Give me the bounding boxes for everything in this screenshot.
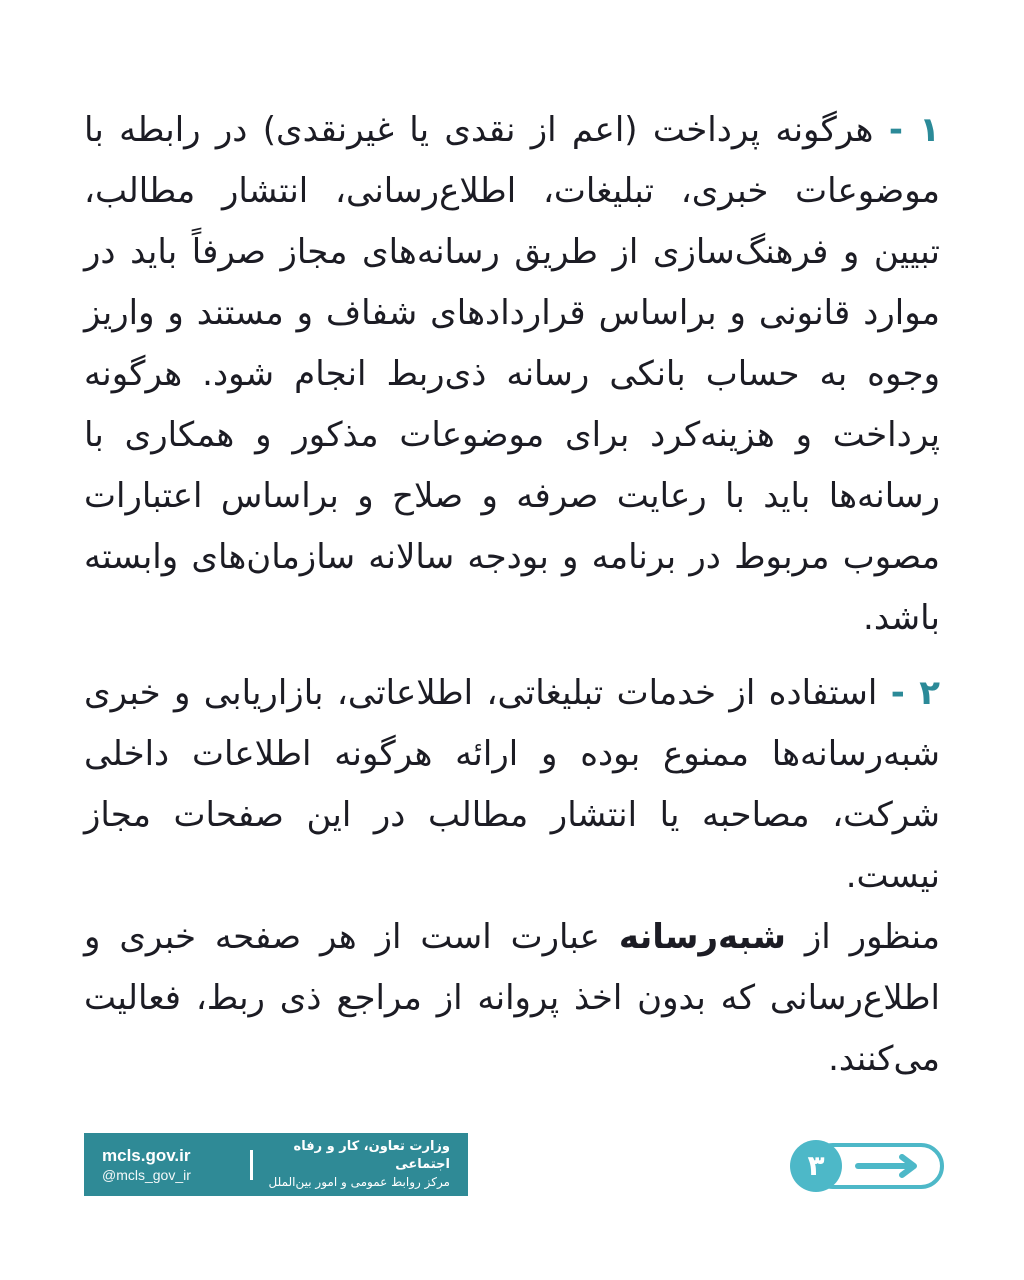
- page-number-badge: ۳: [790, 1140, 842, 1192]
- clause-2: [84, 663, 940, 907]
- footer-divider: [250, 1150, 253, 1180]
- ministry-name: وزارت تعاون، کار و رفاه اجتماعی: [293, 1139, 450, 1172]
- social-handle[interactable]: @mcls_gov_ir: [102, 1166, 191, 1183]
- clause-number: ۲ -: [890, 673, 941, 713]
- footer-web-info: [84, 1146, 242, 1184]
- definition-note: [84, 907, 940, 1090]
- definition-term: شبه‌رسانه: [618, 917, 786, 957]
- document-body: [84, 100, 940, 1090]
- definition-suffix: عبارت است از هر صفحه خبری و اطلاع‌رسانی که بدون اخذ پروانه از مراجع ذی ربط، فعالیت می‌کنند.: [84, 917, 940, 1079]
- clause-number: ۱ -: [888, 110, 941, 150]
- department-name: مرکز روابط عمومی و امور بین‌الملل: [268, 1175, 450, 1189]
- website-link[interactable]: mcls.gov.ir: [102, 1145, 191, 1165]
- footer-banner: [84, 1133, 468, 1196]
- footer-org-info: [267, 1138, 468, 1191]
- clause-1: [84, 100, 940, 649]
- clause-text: استفاده از خدمات تبلیغاتی، اطلاعاتی، بازاریابی و خبری شبه‌رسانه‌ها ممنوع بوده و ارائه هرگونه اطلاعات داخلی شرکت، مصاحبه یا انتشار مطالب در این صفحات مجاز نیست.: [84, 673, 940, 896]
- arrow-right-icon[interactable]: [854, 1154, 922, 1178]
- definition-prefix: منظور از: [785, 917, 940, 957]
- clause-text: هرگونه پرداخت (اعم از نقدی یا غیرنقدی) در رابطه با موضوعات خبری، تبلیغات، اطلاع‌رسانی، انتشار مطالب، تبیین و فرهنگ‌سازی از طریق رسانه‌های مجاز صرفاً باید در موارد قانونی و براساس قراردادهای شفاف و مستند و واریز وجوه به حساب بانکی رسانه ذی‌ربط انجام شود. هرگونه پرداخت و هزینه‌کرد برای موضوعات مذکور و همکاری با رسانه‌ها باید با رعایت صرفه و صلاح و براساس اعتبارات مصوب مربوط در برنامه و بودجه سالانه سازمان‌های وابسته باشد.: [84, 110, 940, 638]
- page-indicator[interactable]: [790, 1140, 940, 1190]
